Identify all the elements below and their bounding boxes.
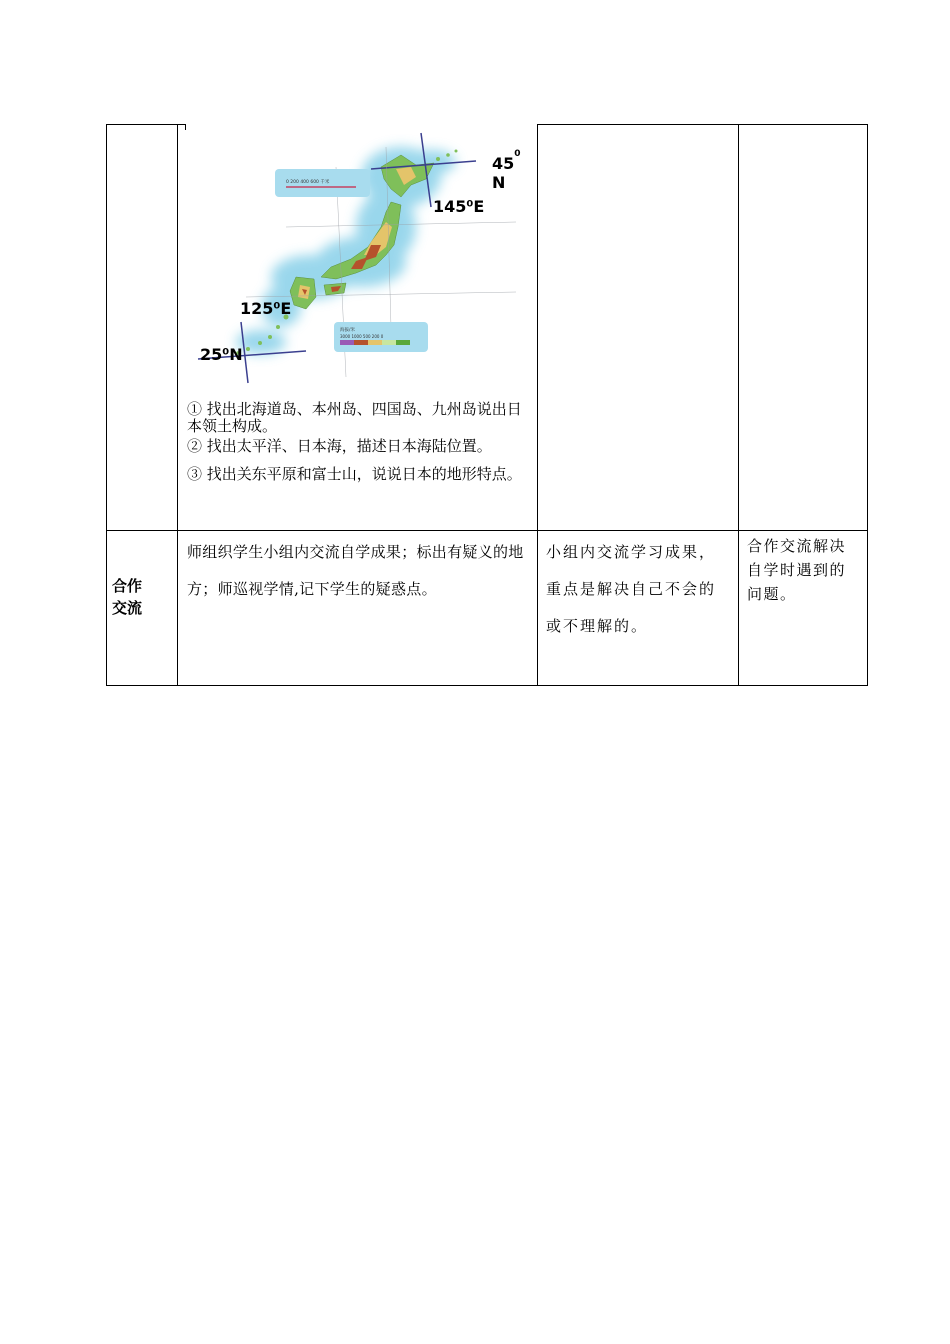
lon-145-label: 145⁰E bbox=[433, 197, 485, 216]
student-activity: 小组内交流学习成果，重点是解决自己不会的或不理解的。 bbox=[546, 543, 717, 635]
question-2: ② 找出太平洋、日本海，描述日本海陆位置。 bbox=[187, 437, 492, 455]
table-border-right bbox=[867, 124, 868, 686]
question-1: ① 找出北海道岛、本州岛、四国岛、九州岛说出日本领土构成。 bbox=[187, 400, 522, 435]
japan-map bbox=[186, 127, 538, 385]
table-row-divider bbox=[106, 530, 868, 531]
legend-title: 海拔/米 bbox=[340, 328, 356, 333]
table-border-left bbox=[106, 124, 107, 686]
row-label-cooperation: 合作 交流 bbox=[112, 577, 143, 617]
lat-25-label: 25⁰N bbox=[200, 345, 243, 364]
lat-45-label: $45^0$ N bbox=[492, 148, 521, 192]
lon-125-label: 125⁰E bbox=[240, 299, 292, 318]
table-col-divider-1 bbox=[177, 124, 178, 686]
table-border-top-right bbox=[537, 124, 868, 125]
teacher-activity: 师组织学生小组内交流自学成果；标出有疑义的地方；师巡视学情,记下学生的疑惑点。 bbox=[187, 543, 524, 598]
question-3: ③ 找出关东平原和富士山，说说日本的地形特点。 bbox=[187, 465, 522, 483]
table-border-bottom bbox=[106, 685, 868, 686]
table-border-top-left bbox=[106, 124, 186, 125]
legend-values: 3000 1000 500 200 0 bbox=[340, 334, 384, 339]
design-purpose: 合作交流解决自学时遇到的问题。 bbox=[747, 537, 847, 603]
scale-label: 0 200 400 600 千米 bbox=[286, 180, 330, 185]
table-col-divider-3 bbox=[738, 124, 739, 686]
